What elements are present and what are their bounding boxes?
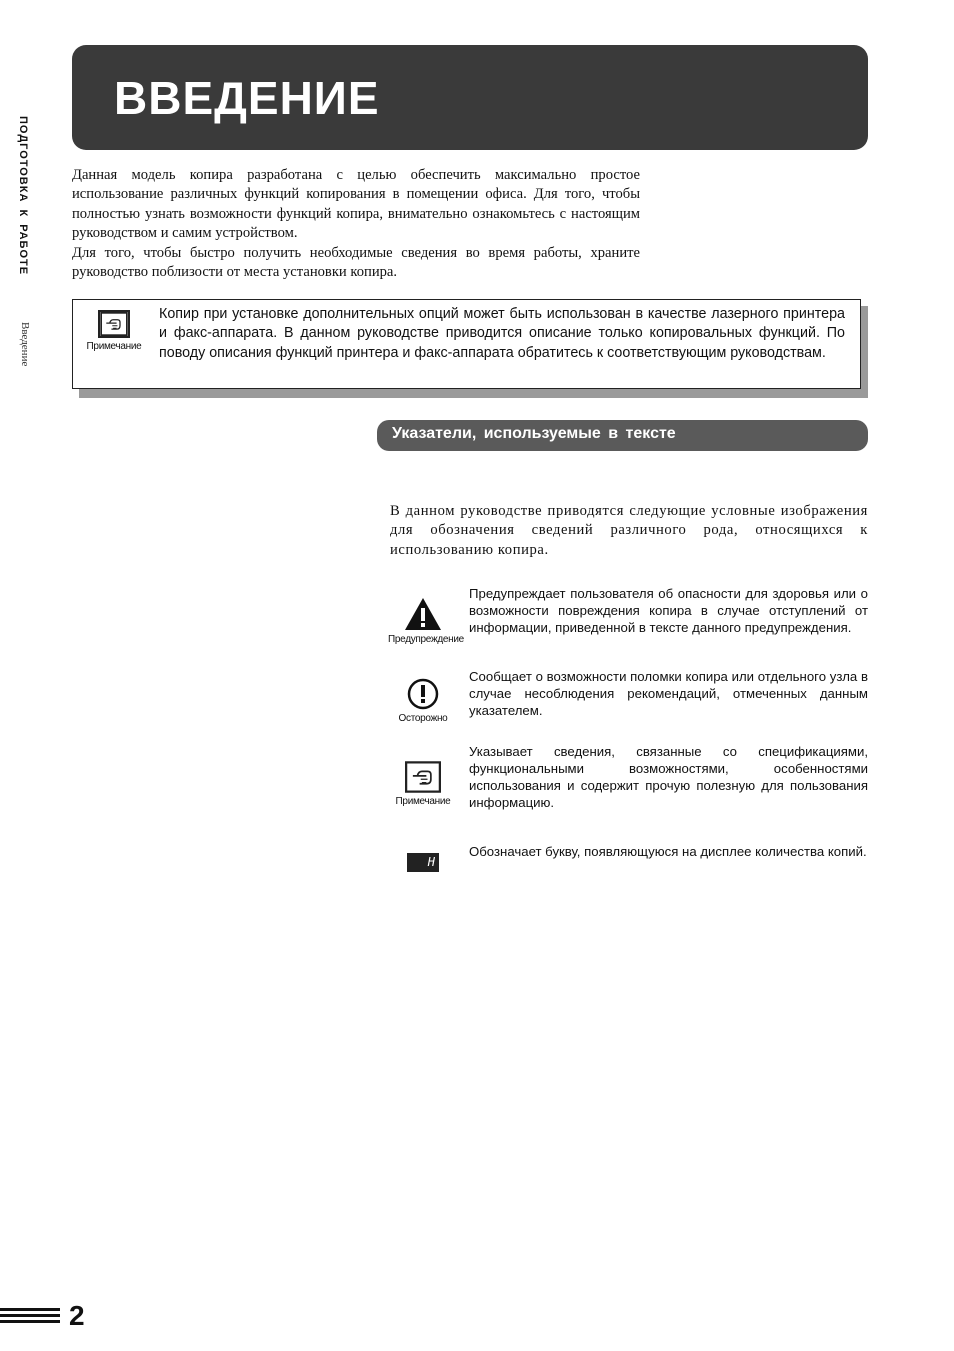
caution-circle-icon	[407, 678, 439, 710]
legend-icon-label: Осторожно	[398, 713, 448, 724]
note-icon-label: Примечание	[86, 341, 142, 352]
legend-text: Указывает сведения, связанные со спецификациями, функциональными возможностями, особенностями использования и содержит прочую полезную для пользования информацию.	[469, 744, 868, 810]
display-letter-icon: H	[407, 853, 439, 872]
warning-triangle-icon	[404, 597, 442, 631]
page-title: ВВЕДЕНИЕ	[114, 72, 380, 124]
page-bar	[0, 1314, 60, 1317]
intro-paragraph-1: Данная модель копира разработана с целью обеспечить максимально простое использование различных функций копирования в помещении офиса. Для того, чтобы полностью узнать возможности функций копира, внимательно ознакомьтесь с настоящим руководством и самим устройством.	[72, 167, 640, 242]
page-bar	[0, 1320, 60, 1323]
intro-paragraph-2: Для того, чтобы быстро получить необходимые сведения во время работы, храните руководство поблизости от места установки копира.	[72, 244, 640, 281]
page-number: 2	[69, 1300, 85, 1331]
section-header	[377, 420, 868, 451]
side-subsection-tab: Введение	[19, 322, 31, 367]
legend-icon-label: Примечание	[395, 796, 451, 807]
pointing-hand-icon	[98, 310, 130, 338]
legend-icon-label: Предупреждение	[388, 634, 464, 645]
intro-text	[72, 166, 640, 282]
page-number-bars	[0, 1308, 60, 1326]
legend-icon-group-caution	[388, 678, 458, 724]
title-banner	[72, 45, 868, 150]
legend-text: Предупреждает пользователя об опасности для здоровья или о возможности повреждения копира в случае отступлений от информации, приведенной в тексте данного предупреждения.	[469, 586, 868, 635]
legend-icon-group-warning	[388, 597, 464, 645]
legend-text: Сообщает о возможности поломки копира или отдельного узла в случае несоблюдения рекомендаций, отмеченных данным указателем.	[469, 669, 868, 718]
note-icon-group	[83, 310, 145, 352]
pointing-hand-icon	[405, 761, 441, 793]
side-section-tab: ПОДГОТОВКА К РАБОТЕ	[17, 116, 29, 276]
page-bar	[0, 1308, 60, 1311]
note-text: Копир при установке дополнительных опций может быть использован в качестве лазерного принтера и факс-аппарата. В данном руководстве приводится описание только копировальных функций. По поводу описания функций принтера и факс-аппарата обратитесь к соответствующим руководствам.	[159, 306, 845, 361]
legend-text: Обозначает букву, появляющуюся на дисплее количества копий.	[469, 844, 867, 859]
note-box	[72, 299, 861, 389]
section-intro-text: В данном руководстве приводятся следующие условные изображения для обозначения сведений различного рода, относящихся к использованию копира.	[390, 503, 868, 558]
legend-icon-group-note	[388, 761, 458, 807]
legend-icon-group-display	[388, 853, 458, 872]
section-header-title: Указатели, используемые в тексте	[392, 425, 676, 442]
